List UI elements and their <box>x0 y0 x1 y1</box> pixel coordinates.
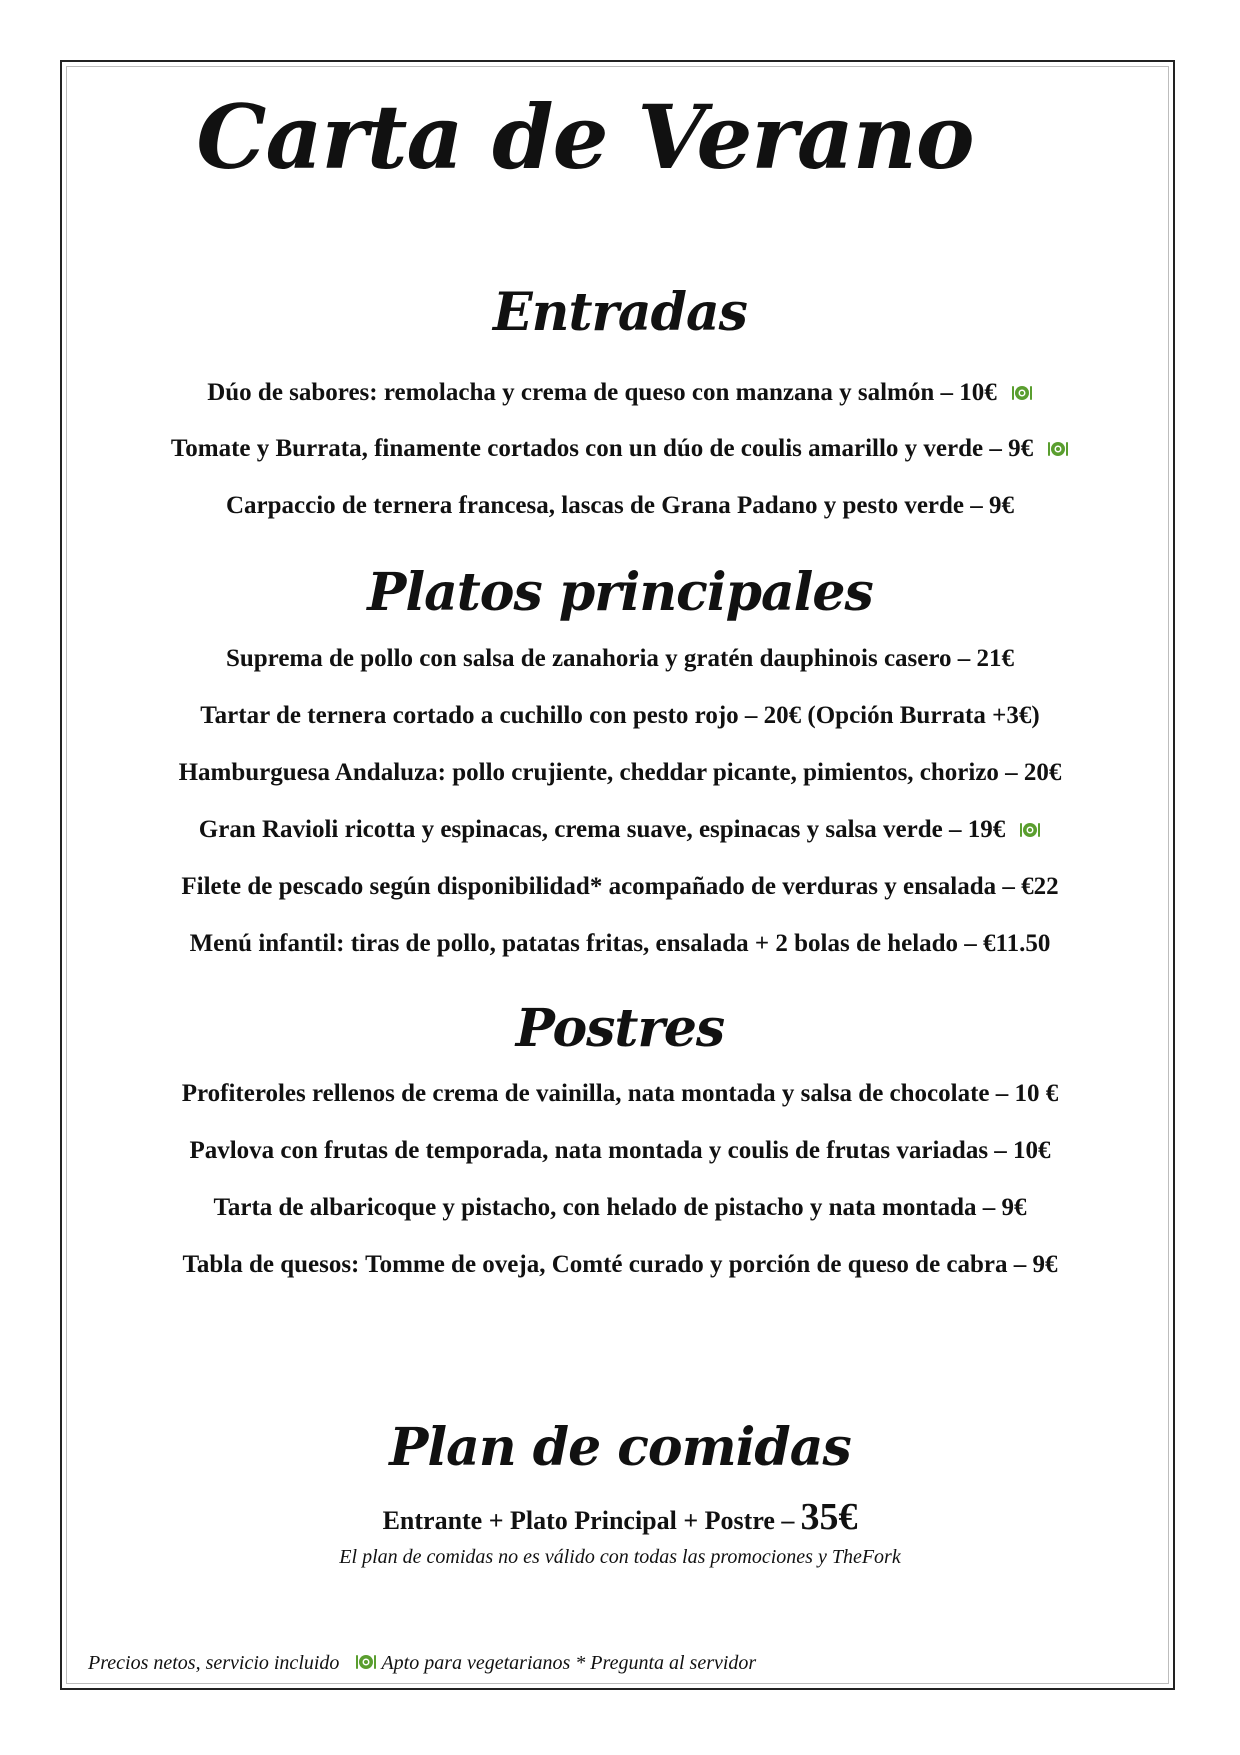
vegetarian-plate-icon <box>355 1653 377 1671</box>
menu-item <box>0 376 1240 410</box>
menu-item <box>0 489 1240 523</box>
meal-plan-note: El plan de comidas no es válido con todas las promociones y TheFork <box>339 1546 901 1568</box>
menu-item <box>0 699 1240 733</box>
section-title-postres: Postres <box>515 998 725 1059</box>
menu-item-text: Profiteroles rellenos de crema de vainilla, nata montada y salsa de chocolate – 10 € <box>181 1080 1059 1107</box>
menu-item <box>0 813 1240 847</box>
menu-title: Carta de Verano <box>196 85 974 189</box>
menu-item-text: Tarta de albaricoque y pistacho, con helado de pistacho y nata montada – 9€ <box>213 1194 1027 1221</box>
menu-item-text: Menú infantil: tiras de pollo, patatas fritas, ensalada + 2 bolas de helado – €11.50 <box>189 930 1051 957</box>
menu-item-text: Gran Ravioli ricotta y espinacas, crema suave, espinacas y salsa verde – 19€ <box>198 816 1006 843</box>
menu-item-text: Tartar de ternera cortado a cuchillo con pesto rojo – 20€ (Opción Burrata +3€) <box>200 702 1040 729</box>
menu-item <box>0 1191 1240 1225</box>
menu-item-text: Tabla de quesos: Tomme de oveja, Comté curado y porción de queso de cabra – 9€ <box>182 1251 1058 1278</box>
meal-plan-price: 35€ <box>800 1496 858 1538</box>
menu-item-text: Filete de pescado según disponibilidad* acompañado de verduras y ensalada – €22 <box>181 873 1059 900</box>
footer-vegetarian-legend: Apto para vegetarianos * Pregunta al servidor <box>381 1652 757 1674</box>
menu-item <box>0 1134 1240 1168</box>
menu-item <box>0 642 1240 676</box>
meal-plan-offer <box>0 1495 1240 1543</box>
menu-item-text: Carpaccio de ternera francesa, lascas de Grana Padano y pesto verde – 9€ <box>225 492 1015 519</box>
menu-item-text: Dúo de sabores: remolacha y crema de queso con manzana y salmón – 10€ <box>207 379 997 406</box>
vegetarian-plate-icon <box>1019 821 1041 839</box>
vegetarian-plate-icon <box>1011 384 1033 402</box>
vegetarian-plate-icon <box>1047 440 1069 458</box>
menu-item <box>0 1077 1240 1111</box>
meal-plan-text: Entrante + Plato Principal + Postre – <box>382 1506 795 1535</box>
menu-item <box>0 432 1240 466</box>
menu-item-text: Tomate y Burrata, finamente cortados con un dúo de coulis amarillo y verde – 9€ <box>170 435 1034 462</box>
menu-item-text: Hamburguesa Andaluza: pollo crujiente, cheddar picante, pimientos, chorizo – 20€ <box>178 759 1062 786</box>
menu-item <box>0 756 1240 790</box>
section-title-plan-de-comidas: Plan de comidas <box>389 1417 851 1478</box>
menu-item <box>0 1248 1240 1282</box>
menu-item-text: Pavlova con frutas de temporada, nata montada y coulis de frutas variadas – 10€ <box>189 1137 1051 1164</box>
section-title-platos-principales: Platos principales <box>367 562 873 623</box>
section-title-entradas: Entradas <box>493 282 747 343</box>
footer-prices-note: Precios netos, servicio incluido <box>88 1652 340 1674</box>
menu-item <box>0 927 1240 961</box>
menu-item-text: Suprema de pollo con salsa de zanahoria y gratén dauphinois casero – 21€ <box>225 645 1015 672</box>
menu-item <box>0 870 1240 904</box>
footer-legend <box>88 1650 756 1676</box>
